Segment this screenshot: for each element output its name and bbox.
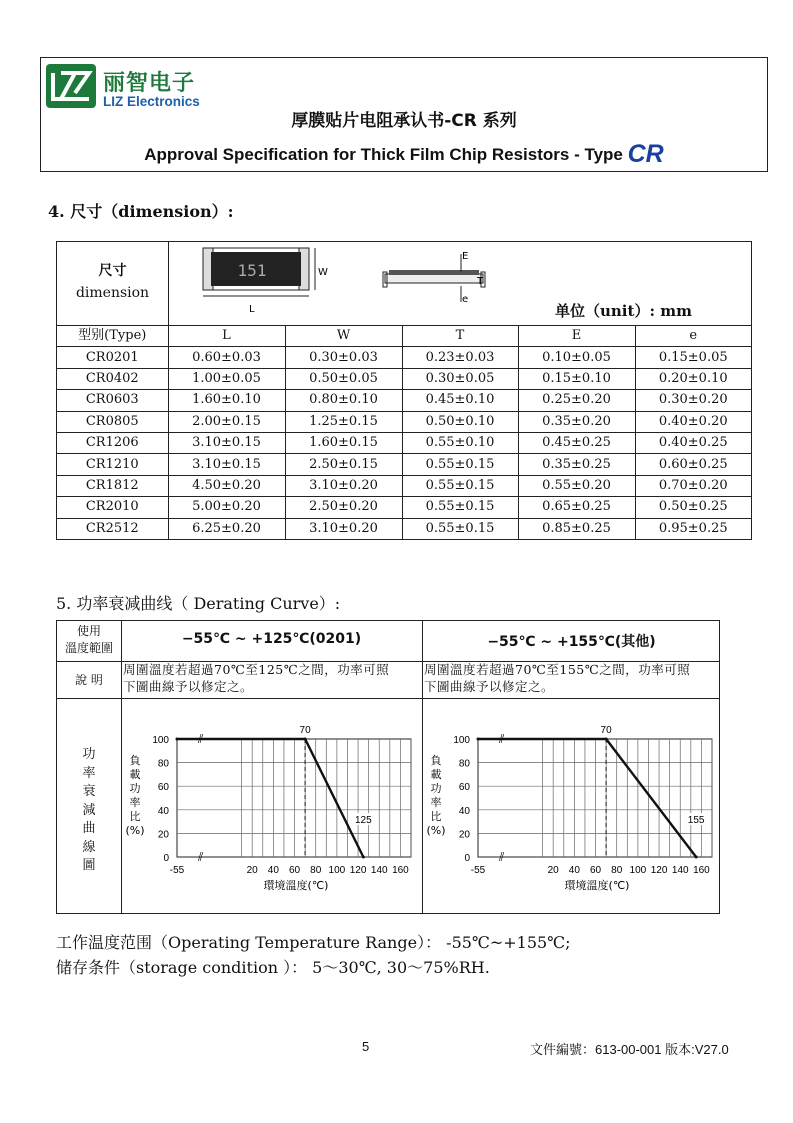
x-tick-label: 120 [650,865,668,876]
dimension-table [57,325,751,539]
x-tick-label: 60 [589,865,602,876]
value-cell: 5.00±0.20 [168,497,285,518]
axis-break-mark: ⫽ [198,732,204,746]
value-cell: 0.10±0.05 [518,347,635,368]
left-description: 周圍溫度若超過70℃至125℃之間，功率可照 下圖曲線予以修定之。 [123,662,390,694]
x-tick-label: 160 [392,865,409,876]
t-dimension-label: T [477,276,484,287]
dimension-label [57,260,168,304]
l-dimension-label: L [249,304,255,314]
value-cell: 0.65±0.25 [518,497,635,518]
x-tick-label: 20 [246,865,258,876]
value-cell: 0.35±0.20 [518,411,635,432]
type-cell: CR1206 [57,432,168,453]
x-axis-label: 環境溫度(℃) [564,879,630,892]
annotation-label: 125 [355,815,372,826]
value-cell: 6.25±0.20 [168,518,285,539]
table-header-row [57,326,751,347]
section-4-heading: 4. 尺寸（dimension）: [48,202,234,221]
derating-chart-right [424,702,720,912]
x-tick-label: -55 [470,865,486,876]
dimension-label-en: dimension [75,285,150,301]
right-description: 周圍溫度若超過70℃至155℃之間，功率可照 下圖曲線予以修定之。 [424,662,691,694]
x-tick-label: 100 [328,865,346,876]
value-cell: 0.50±0.25 [635,497,751,518]
value-cell: 2.00±0.15 [168,411,285,432]
value-cell: 0.30±0.03 [285,347,402,368]
data-point [176,738,179,741]
value-cell: 0.80±0.10 [285,390,402,411]
value-cell: 0.45±0.10 [402,390,518,411]
axis-break-mark: ⫽ [198,850,204,864]
value-cell: 0.40±0.20 [635,411,751,432]
right-temp-range: −55℃ ~ +155℃(其他) [487,634,656,650]
e-small-dimension-label: e [462,294,469,305]
y-axis-label-char: 功 [430,782,442,795]
axis-break-mark: ⫽ [499,850,505,864]
title-english-text: Approval Specification for Thick Film Chip Resistors - Type [144,145,623,164]
y-tick-label: 100 [152,735,169,746]
type-cell: CR0402 [57,368,168,389]
value-cell: 0.70±0.20 [635,475,751,496]
y-tick-label: 20 [157,829,169,841]
liz-logo-icon [45,63,97,109]
y-axis-label-char: 比 [430,810,442,823]
value-cell: 1.60±0.10 [168,390,285,411]
temp-range-row-label: 使用 溫度範圍 [64,624,113,655]
annotation-label: 70 [299,725,311,736]
x-tick-label: 80 [310,865,322,876]
x-tick-label: 140 [671,865,689,876]
y-axis-label-char: (%) [426,824,446,837]
x-tick-label: 60 [288,865,301,876]
chip-top-view-drawing [197,246,387,314]
x-tick-label: 80 [611,865,623,876]
plot-area [177,739,411,857]
value-cell: 0.25±0.20 [518,390,635,411]
y-tick-label: 20 [458,829,470,841]
axis-break-mark: ⫽ [499,732,505,746]
title-english [41,140,767,169]
value-cell: 0.20±0.10 [635,368,751,389]
derating-chart-left [123,702,419,912]
annotation-label: 70 [600,725,612,736]
derating-table [56,620,720,914]
y-axis-label-char: 功 [129,782,141,795]
table-row [57,432,751,453]
table-row [57,411,751,432]
value-cell: 0.55±0.10 [402,432,518,453]
data-point [362,856,365,859]
plot-area [478,739,712,857]
logo-chinese-name: 丽智电子 [103,71,196,96]
x-tick-label: 140 [370,865,388,876]
x-tick-label: -55 [169,865,185,876]
value-cell: 0.15±0.05 [635,347,751,368]
y-tick-label: 80 [458,758,470,770]
divider [57,698,719,699]
value-cell: 0.50±0.05 [285,368,402,389]
value-cell: 2.50±0.20 [285,497,402,518]
value-cell: 3.10±0.15 [168,454,285,475]
y-axis-label-char: (%) [125,824,145,837]
col-header: T [402,326,518,347]
divider [422,621,423,913]
value-cell: 2.50±0.15 [285,454,402,475]
dimension-label-cn: 尺寸 [98,263,127,279]
y-tick-label: 40 [458,805,470,817]
dimension-table-box [56,241,752,540]
value-cell: 0.55±0.20 [518,475,635,496]
value-cell: 4.50±0.20 [168,475,285,496]
value-cell: 1.60±0.15 [285,432,402,453]
w-dimension-label: W [318,267,328,278]
col-header: W [285,326,402,347]
type-cell: CR2010 [57,497,168,518]
table-row [57,475,751,496]
y-tick-label: 100 [453,735,470,746]
document-header [40,57,768,172]
value-cell: 0.60±0.03 [168,347,285,368]
title-chinese: 厚膜贴片电阻承认书-CR 系列 [291,111,517,131]
y-axis-label-char: 負 [430,754,442,767]
type-cell: CR0201 [57,347,168,368]
x-tick-label: 100 [629,865,647,876]
value-cell: 0.55±0.15 [402,475,518,496]
value-cell: 0.55±0.15 [402,497,518,518]
y-tick-label: 0 [163,853,169,864]
chip-side-view-drawing [379,248,489,308]
table-row [57,518,751,539]
value-cell: 3.10±0.15 [168,432,285,453]
value-cell: 0.55±0.15 [402,518,518,539]
value-cell: 0.40±0.25 [635,432,751,453]
table-row [57,454,751,475]
y-axis-label-char: 載 [129,768,141,781]
operating-conditions [56,930,570,980]
value-cell: 0.85±0.25 [518,518,635,539]
y-axis-label-char: 率 [430,796,442,809]
type-cell: CR0805 [57,411,168,432]
x-axis-label: 環境溫度(℃) [263,879,329,892]
x-tick-label: 120 [349,865,367,876]
logo-english-name: LIZ Electronics [103,94,200,109]
chip-marking: 151 [237,261,267,280]
left-temp-range: −55℃ ~ +125℃(0201) [181,631,362,647]
y-tick-label: 80 [157,758,169,770]
unit-label: 单位（unit）: mm [555,302,692,320]
table-row [57,347,751,368]
col-header: L [168,326,285,347]
x-tick-label: 40 [267,865,279,876]
divider [168,242,169,325]
annotation-label: 155 [687,815,705,826]
derating-curve-row-label: 功 率 衰 減 曲 線 圖 [82,747,96,873]
divider [121,621,122,913]
value-cell: 0.60±0.25 [635,454,751,475]
value-cell: 0.55±0.15 [402,454,518,475]
table-row [57,368,751,389]
y-tick-label: 60 [157,782,169,794]
value-cell: 3.10±0.20 [285,518,402,539]
col-header: e [635,326,751,347]
operating-temp-range: 工作温度范围（Operating Temperature Range）： -55℃~+155℃; [56,933,571,952]
x-tick-label: 160 [693,865,710,876]
value-cell: 3.10±0.20 [285,475,402,496]
description-row-label: 說 明 [75,673,103,687]
col-header: 型别(Type) [57,326,168,347]
title-type-cr: CR [627,140,664,168]
y-axis-label-char: 率 [129,796,141,809]
table-row [57,497,751,518]
col-header: E [518,326,635,347]
y-axis-label-char: 負 [129,754,141,767]
value-cell: 0.30±0.20 [635,390,751,411]
y-tick-label: 60 [458,782,470,794]
data-point [695,856,698,859]
x-tick-label: 20 [547,865,559,876]
value-cell: 0.95±0.25 [635,518,751,539]
value-cell: 0.30±0.05 [402,368,518,389]
page-number: 5 [362,1039,370,1054]
type-cell: CR2512 [57,518,168,539]
y-tick-label: 0 [464,853,470,864]
storage-condition: 储存条件（storage condition ）： 5～30℃, 30～75%RH. [56,958,490,977]
value-cell: 0.50±0.10 [402,411,518,432]
value-cell: 0.45±0.25 [518,432,635,453]
data-point [477,738,480,741]
type-cell: CR1210 [57,454,168,475]
value-cell: 0.23±0.03 [402,347,518,368]
table-row [57,390,751,411]
x-tick-label: 40 [568,865,580,876]
y-axis-label-char: 比 [129,810,141,823]
value-cell: 1.00±0.05 [168,368,285,389]
type-cell: CR1812 [57,475,168,496]
value-cell: 0.35±0.25 [518,454,635,475]
type-cell: CR0603 [57,390,168,411]
document-number: 文件編號：613-00-001 版本:V27.0 [530,1042,729,1057]
e-dimension-label: E [462,251,469,262]
value-cell: 1.25±0.15 [285,411,402,432]
y-axis-label-char: 載 [430,768,442,781]
section-5-heading: 5. 功率衰减曲线（ Derating Curve）: [56,594,341,613]
y-tick-label: 40 [157,805,169,817]
value-cell: 0.15±0.10 [518,368,635,389]
